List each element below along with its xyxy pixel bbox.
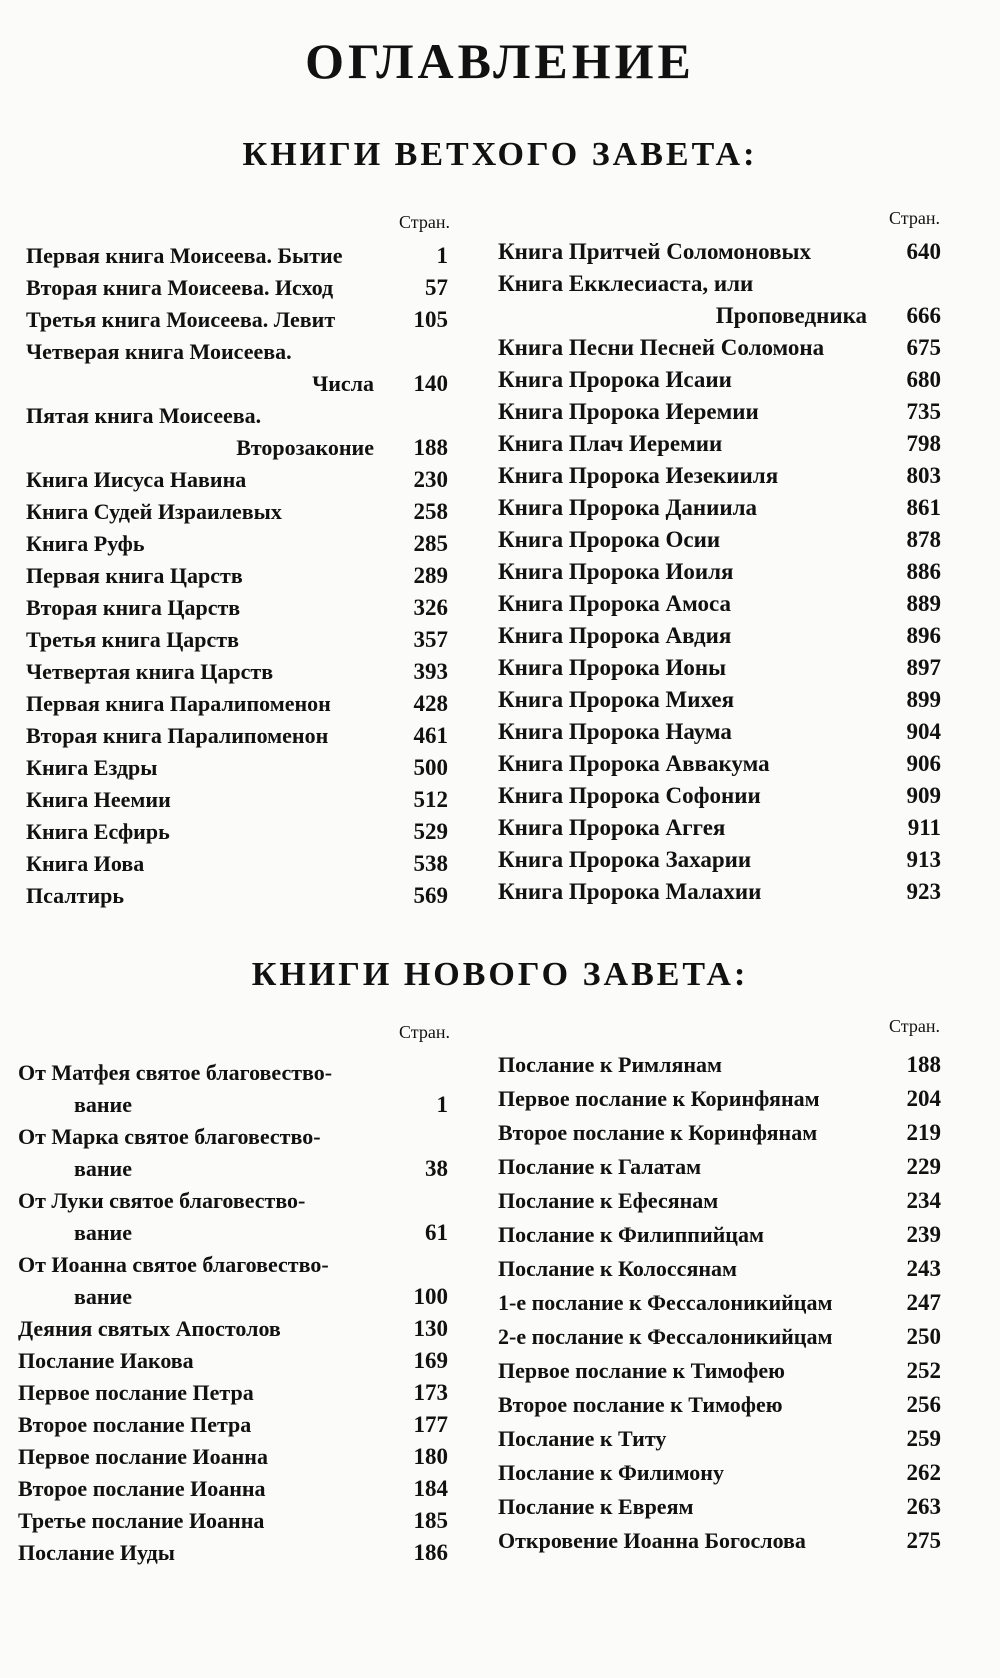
toc-entry-title: Второе послание Иоанна xyxy=(18,1476,266,1501)
toc-entry-title: 2-е послание к Фессалоникийцам xyxy=(498,1324,833,1349)
toc-entry-title: Первая книга Паралипоменон xyxy=(26,691,331,716)
toc-entry-page: 256 xyxy=(906,1392,941,1417)
toc-entry-page: 252 xyxy=(906,1358,941,1383)
toc-entry-page: 188 xyxy=(413,435,448,460)
toc-entry xyxy=(498,1422,941,1456)
toc-entry-title: Второзаконие xyxy=(236,435,374,460)
toc-entry xyxy=(498,1116,941,1150)
toc-entry xyxy=(26,848,448,880)
toc-entry xyxy=(498,652,941,684)
toc-entry xyxy=(26,400,448,432)
toc-entry xyxy=(26,592,448,624)
toc-entry-title: Книга Пророка Малахии xyxy=(498,879,762,904)
toc-entry-page: 461 xyxy=(413,723,448,748)
toc-entry-title: Проповедника xyxy=(715,303,867,328)
toc-entry xyxy=(26,816,448,848)
toc-entry xyxy=(498,300,941,332)
toc-entry xyxy=(498,1320,941,1354)
toc-entry-page: 569 xyxy=(413,883,448,908)
toc-entry-title: От Луки святое благовество- xyxy=(18,1188,306,1213)
toc-entry-title: Послание Иакова xyxy=(18,1348,194,1373)
toc-entry xyxy=(498,396,941,428)
toc-entry-title: Пятая книга Моисеева. xyxy=(26,403,262,428)
toc-entry xyxy=(498,1184,941,1218)
toc-entry xyxy=(26,624,448,656)
toc-entry-title: Книга Руфь xyxy=(26,531,145,556)
toc-entry-title: Книга Пророка Иоиля xyxy=(498,559,734,584)
old-testament-heading: КНИГИ ВЕТХОГО ЗАВЕТА: xyxy=(242,136,758,173)
toc-entry-title: Книга Притчей Соломоновых xyxy=(498,239,811,264)
toc-entry-title: Первая книга Царств xyxy=(26,563,243,588)
toc-entry-page: 428 xyxy=(413,691,448,716)
toc-entry-title: Послание к Римлянам xyxy=(498,1052,723,1077)
toc-entry-page: 234 xyxy=(906,1188,941,1213)
toc-entry-title: Книга Пророка Даниила xyxy=(498,495,757,520)
toc-entry xyxy=(498,748,941,780)
ot-left-page-label: Стран. xyxy=(399,212,450,232)
toc-entry xyxy=(498,492,941,524)
toc-entry-page: 186 xyxy=(413,1540,448,1565)
toc-entry-title: вание xyxy=(74,1092,132,1117)
toc-entry-title: Послание к Филимону xyxy=(498,1460,724,1485)
ot-left-list xyxy=(26,240,448,912)
toc-entry xyxy=(18,1441,448,1473)
toc-entry-page: 230 xyxy=(413,467,448,492)
toc-entry-page: 239 xyxy=(906,1222,941,1247)
toc-entry xyxy=(498,364,941,396)
toc-entry-title: Книга Пророка Осии xyxy=(498,527,721,552)
toc-entry xyxy=(26,880,448,912)
toc-entry-page: 899 xyxy=(906,687,941,712)
toc-entry-title: Книга Екклесиаста, или xyxy=(498,271,754,296)
toc-entry-page: 229 xyxy=(906,1154,941,1179)
toc-entry-title: Псалтирь xyxy=(26,883,125,908)
toc-entry xyxy=(26,560,448,592)
toc-entry xyxy=(498,1388,941,1422)
toc-entry xyxy=(498,588,941,620)
toc-entry-page: 1 xyxy=(436,243,448,268)
toc-entry xyxy=(498,780,941,812)
toc-entry-title: Третья книга Царств xyxy=(26,627,239,652)
toc-entry xyxy=(498,1082,941,1116)
toc-entry-title: Первое послание Петра xyxy=(18,1380,254,1405)
toc-entry-title: Второе послание к Тимофею xyxy=(498,1392,783,1417)
toc-entry-title: вание xyxy=(74,1220,132,1245)
toc-entry-page: 57 xyxy=(425,275,448,300)
toc-entry-page: 512 xyxy=(413,787,448,812)
toc-entry-title: Книга Пророка Исаии xyxy=(498,367,732,392)
toc-entry-title: вание xyxy=(74,1284,132,1309)
toc-entry-page: 326 xyxy=(413,595,448,620)
toc-entry-title: Послание к Титу xyxy=(498,1426,667,1451)
toc-entry xyxy=(498,268,941,300)
toc-entry-title: Книга Иова xyxy=(26,851,145,876)
toc-entry xyxy=(18,1505,448,1537)
toc-entry-page: 675 xyxy=(906,335,941,360)
toc-entry xyxy=(26,304,448,336)
toc-entry-title: Второе послание к Коринфянам xyxy=(498,1120,818,1145)
toc-entry-page: 906 xyxy=(906,751,941,776)
toc-entry-page: 861 xyxy=(906,495,941,520)
toc-entry-page: 204 xyxy=(906,1086,941,1111)
toc-entry xyxy=(498,1218,941,1252)
toc-entry xyxy=(498,428,941,460)
toc-entry xyxy=(18,1089,448,1121)
toc-entry-page: 188 xyxy=(906,1052,941,1077)
toc-entry-page: 262 xyxy=(906,1460,941,1485)
nt-left-page-label: Стран. xyxy=(399,1022,450,1042)
ot-right-list xyxy=(498,236,941,908)
toc-entry xyxy=(18,1121,448,1153)
toc-entry-page: 803 xyxy=(906,463,941,488)
toc-entry-title: Книга Есфирь xyxy=(26,819,170,844)
toc-entry xyxy=(26,784,448,816)
toc-entry-title: Первая книга Моисеева. Бытие xyxy=(26,243,343,268)
ot-right-page-label: Стран. xyxy=(889,208,940,228)
toc-entry-page: 909 xyxy=(906,783,941,808)
toc-entry-title: Первое послание к Тимофею xyxy=(498,1358,785,1383)
toc-entry xyxy=(26,336,448,368)
toc-entry-title: Четверая книга Моисеева. xyxy=(26,339,292,364)
toc-entry-title: Деяния святых Апостолов xyxy=(18,1316,281,1341)
toc-entry xyxy=(498,844,941,876)
toc-entry-title: Послание к Евреям xyxy=(498,1494,694,1519)
toc-entry-page: 177 xyxy=(413,1412,448,1437)
toc-entry xyxy=(18,1473,448,1505)
toc-entry-page: 250 xyxy=(906,1324,941,1349)
toc-entry xyxy=(498,1456,941,1490)
toc-entry-page: 38 xyxy=(425,1156,448,1181)
toc-entry-page: 886 xyxy=(906,559,941,584)
toc-entry-page: 878 xyxy=(906,527,941,552)
toc-entry-title: Первое послание к Коринфянам xyxy=(498,1086,820,1111)
toc-entry xyxy=(26,656,448,688)
toc-entry-page: 243 xyxy=(906,1256,941,1281)
toc-entry-title: Книга Пророка Аггея xyxy=(498,815,726,840)
toc-entry-title: Первое послание Иоанна xyxy=(18,1444,268,1469)
toc-entry xyxy=(498,812,941,844)
toc-entry-title: От Иоанна святое благовество- xyxy=(18,1252,329,1277)
toc-entry-page: 285 xyxy=(413,531,448,556)
toc-entry-title: От Марка святое благовество- xyxy=(18,1124,321,1149)
toc-entry xyxy=(18,1057,448,1089)
toc-entry-title: Второе послание Петра xyxy=(18,1412,252,1437)
toc-entry-page: 393 xyxy=(413,659,448,684)
nt-left-list xyxy=(18,1057,448,1569)
toc-entry-page: 130 xyxy=(413,1316,448,1341)
toc-entry-page: 897 xyxy=(906,655,941,680)
toc-entry-page: 275 xyxy=(906,1528,941,1553)
toc-entry xyxy=(498,332,941,364)
toc-entry-page: 258 xyxy=(413,499,448,524)
toc-entry-title: Книга Судей Израилевых xyxy=(26,499,282,524)
toc-entry xyxy=(498,1490,941,1524)
toc-entry-title: Книга Пророка Михея xyxy=(498,687,735,712)
toc-entry-title: Книга Пророка Наума xyxy=(498,719,732,744)
toc-entry-page: 896 xyxy=(906,623,941,648)
toc-entry xyxy=(18,1185,448,1217)
toc-entry xyxy=(26,496,448,528)
toc-entry xyxy=(498,1252,941,1286)
toc-entry-title: Откровение Иоанна Богослова xyxy=(498,1528,806,1553)
toc-entry xyxy=(498,620,941,652)
toc-entry xyxy=(26,240,448,272)
toc-entry xyxy=(18,1153,448,1185)
toc-entry-page: 100 xyxy=(413,1284,448,1309)
toc-entry xyxy=(498,524,941,556)
toc-entry xyxy=(26,688,448,720)
toc-entry-page: 680 xyxy=(906,367,941,392)
toc-entry-title: Книга Пророка Амоса xyxy=(498,591,731,616)
toc-entry-title: Послание к Колоссянам xyxy=(498,1256,738,1281)
toc-entry-page: 259 xyxy=(906,1426,941,1451)
toc-entry-title: Послание Иуды xyxy=(18,1540,175,1565)
toc-entry-title: Четвертая книга Царств xyxy=(26,659,274,684)
page-title: ОГЛАВЛЕНИЕ xyxy=(305,33,695,89)
toc-entry-page: 1 xyxy=(436,1092,448,1117)
toc-entry-title: Книга Ездры xyxy=(26,755,158,780)
toc-entry xyxy=(26,752,448,784)
toc-entry-page: 500 xyxy=(413,755,448,780)
toc-entry-page: 904 xyxy=(906,719,941,744)
toc-entry xyxy=(498,1150,941,1184)
toc-entry-page: 357 xyxy=(413,627,448,652)
toc-entry-page: 185 xyxy=(413,1508,448,1533)
toc-entry-page: 911 xyxy=(907,815,941,840)
toc-entry-title: Книга Пророка Авдия xyxy=(498,623,732,648)
toc-entry xyxy=(18,1217,448,1249)
toc-entry-title: Послание к Филиппийцам xyxy=(498,1222,764,1247)
toc-entry xyxy=(26,368,448,400)
toc-entry-page: 889 xyxy=(906,591,941,616)
toc-entry-title: Вторая книга Паралипоменон xyxy=(26,723,329,748)
toc-entry xyxy=(18,1537,448,1569)
toc-entry-page: 173 xyxy=(413,1380,448,1405)
toc-entry xyxy=(498,460,941,492)
toc-entry xyxy=(498,684,941,716)
toc-entry-title: Книга Пророка Ионы xyxy=(498,655,727,680)
toc-entry-page: 735 xyxy=(906,399,941,424)
toc-entry xyxy=(26,528,448,560)
toc-entry-page: 247 xyxy=(906,1290,941,1315)
toc-entry xyxy=(26,720,448,752)
toc-entry-title: Послание к Галатам xyxy=(498,1154,702,1179)
toc-entry-page: 666 xyxy=(906,303,941,328)
toc-entry-title: Книга Плач Иеремии xyxy=(498,431,723,456)
toc-entry xyxy=(498,236,941,268)
toc-entry-page: 263 xyxy=(906,1494,941,1519)
toc-entry-title: Книга Пророка Иезекииля xyxy=(498,463,779,488)
toc-entry xyxy=(498,556,941,588)
toc-entry-title: Третья книга Моисеева. Левит xyxy=(26,307,336,332)
toc-entry xyxy=(18,1345,448,1377)
toc-entry-page: 61 xyxy=(425,1220,448,1245)
toc-entry xyxy=(498,876,941,908)
toc-entry-title: Книга Песни Песней Соломона xyxy=(498,335,825,360)
nt-right-list xyxy=(498,1048,941,1558)
toc-entry-page: 140 xyxy=(413,371,448,396)
toc-entry xyxy=(26,464,448,496)
toc-entry-page: 289 xyxy=(413,563,448,588)
toc-entry-title: Послание к Ефесянам xyxy=(498,1188,719,1213)
toc-entry-page: 529 xyxy=(413,819,448,844)
toc-entry-title: Вторая книга Моисеева. Исход xyxy=(26,275,334,300)
toc-entry xyxy=(498,1524,941,1558)
toc-entry-title: Книга Пророка Аввакума xyxy=(498,751,770,776)
toc-entry-page: 798 xyxy=(906,431,941,456)
toc-entry-title: Третье послание Иоанна xyxy=(18,1508,265,1533)
toc-entry-page: 640 xyxy=(906,239,941,264)
toc-entry-page: 219 xyxy=(906,1120,941,1145)
toc-entry-title: Числа xyxy=(312,371,374,396)
toc-entry xyxy=(18,1249,448,1281)
toc-entry xyxy=(18,1313,448,1345)
new-testament-heading: КНИГИ НОВОГО ЗАВЕТА: xyxy=(251,956,749,993)
toc-entry-title: Книга Иисуса Навина xyxy=(26,467,247,492)
toc-entry xyxy=(26,272,448,304)
toc-entry xyxy=(498,1286,941,1320)
toc-entry-title: Книга Неемии xyxy=(26,787,171,812)
nt-right-page-label: Стран. xyxy=(889,1016,940,1036)
toc-entry xyxy=(18,1281,448,1313)
toc-entry-page: 923 xyxy=(906,879,941,904)
toc-entry xyxy=(18,1377,448,1409)
toc-entry xyxy=(18,1409,448,1441)
toc-entry-title: Вторая книга Царств xyxy=(26,595,241,620)
toc-entry-page: 169 xyxy=(413,1348,448,1373)
toc-entry xyxy=(498,1354,941,1388)
toc-entry xyxy=(26,432,448,464)
toc-entry-page: 180 xyxy=(413,1444,448,1469)
toc-entry xyxy=(498,716,941,748)
toc-entry-title: вание xyxy=(74,1156,132,1181)
toc-entry-page: 184 xyxy=(413,1476,448,1501)
toc-entry-title: Книга Пророка Софонии xyxy=(498,783,761,808)
toc-entry-title: От Матфея святое благовество- xyxy=(18,1060,333,1085)
toc-entry-page: 538 xyxy=(413,851,448,876)
toc-entry-page: 913 xyxy=(906,847,941,872)
toc-entry xyxy=(498,1048,941,1082)
toc-entry-page: 105 xyxy=(413,307,448,332)
toc-entry-title: 1-е послание к Фессалоникийцам xyxy=(498,1290,833,1315)
toc-entry-title: Книга Пророка Иеремии xyxy=(498,399,759,424)
toc-entry-title: Книга Пророка Захарии xyxy=(498,847,752,872)
